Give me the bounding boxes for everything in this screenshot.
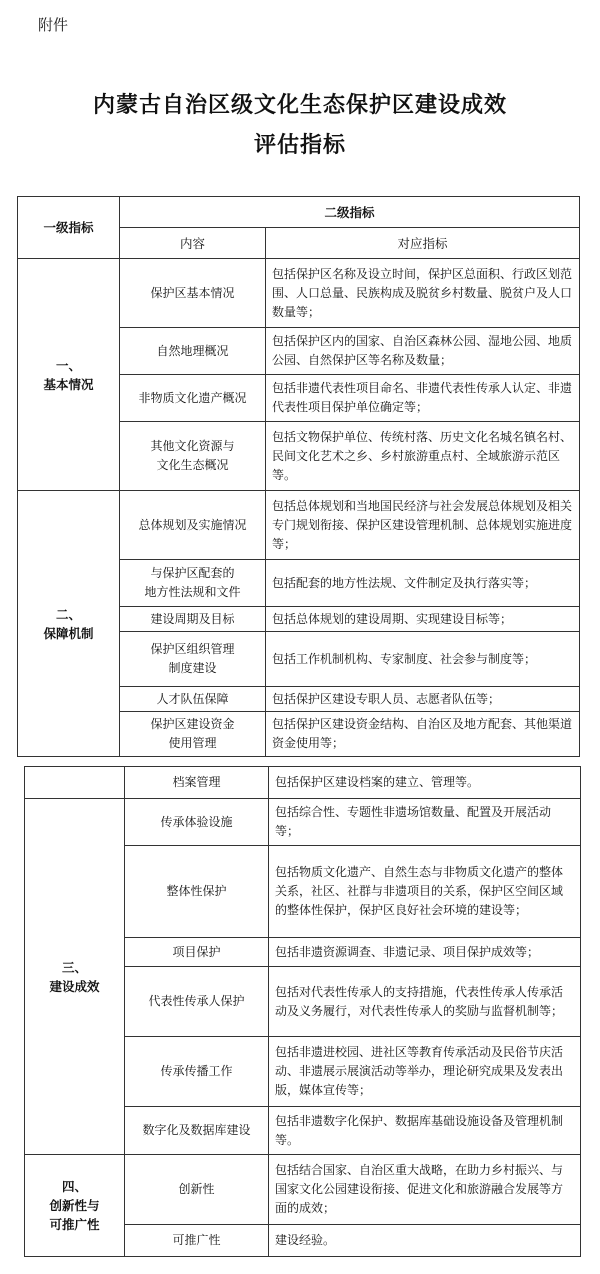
indicator-description: 包括综合性、专题性非遗场馆数量、配置及开展活动等；	[269, 799, 581, 846]
sub-indicator: 数字化及数据库建设	[125, 1107, 269, 1155]
category-label: 保障机制	[43, 625, 94, 641]
indicator-description: 包括总体规划的建设周期、实现建设目标等；	[266, 607, 580, 632]
category-label: 可推广性	[49, 1217, 100, 1232]
indicator-description: 包括物质文化遗产、自然生态与非物质文化遗产的整体关系，社区、社群与非遗项目的关系，保护区空间区域的整体性保护，保护区良好社会环境的建设等；	[269, 846, 581, 938]
indicator-description: 包括非遗代表性项目命名、非遗代表性传承人认定、非遗代表性项目保护单位确定等；	[266, 375, 580, 422]
category-guarantee	[18, 491, 120, 757]
sub-indicator: 非物质文化遗产概况	[120, 375, 266, 422]
category-label: 基本情况	[43, 376, 94, 392]
sub-indicator: 保护区基本情况	[120, 259, 266, 328]
sub-indicator: 可推广性	[125, 1225, 269, 1257]
indicator-description: 包括保护区建设档案的建立、管理等。	[269, 767, 581, 799]
category-innovation	[25, 1155, 125, 1257]
sub-indicator: 整体性保护	[125, 846, 269, 938]
indicator-description: 包括保护区名称及设立时间，保护区总面积、行政区划范围、人口总量、民族构成及脱贫乡村数量、脱贫户及人口数量等；	[266, 259, 580, 328]
header-level1: 一级指标	[18, 197, 120, 259]
category-results	[25, 799, 125, 1155]
indicator-description: 包括保护区建设专职人员、志愿者队伍等；	[266, 687, 580, 712]
sub-indicator: 总体规划及实施情况	[120, 491, 266, 560]
header-content: 内容	[120, 228, 266, 259]
indicator-description: 包括工作机制机构、专家制度、社会参与制度等；	[266, 632, 580, 687]
sub-indicator: 建设周期及目标	[120, 607, 266, 632]
category-basic	[18, 259, 120, 491]
sub-indicator: 档案管理	[125, 767, 269, 799]
category-label: 创新性与	[49, 1198, 100, 1213]
indicator-description: 包括非遗进校园、进社区等教育传承活动及民俗节庆活动、非遗展示展演活动等举办，理论研究成果及发表出版，媒体宣传等；	[269, 1037, 581, 1107]
indicator-description: 包括总体规划和当地国民经济与社会发展总体规划及相关专门规划衔接、保护区建设管理机制、总体规划实施进度等；	[266, 491, 580, 560]
indicator-description: 建设经验。	[269, 1225, 581, 1257]
category-number: 四、	[61, 1179, 87, 1194]
sub-indicator: 保护区建设资金 使用管理	[120, 712, 266, 757]
indicator-description: 包括结合国家、自治区重大战略，在助力乡村振兴、与国家文化公园建设衔接、促进文化和旅游融合发展等方面的成效；	[269, 1155, 581, 1225]
indicator-description: 包括配套的地方性法规、文件制定及执行落实等；	[266, 560, 580, 607]
document-title-line-2: 评估指标	[253, 133, 346, 158]
sub-indicator: 与保护区配套的 地方性法规和文件	[120, 560, 266, 607]
sub-indicator: 创新性	[125, 1155, 269, 1225]
indicator-table-part-2	[24, 766, 581, 1257]
header-level2: 二级指标	[120, 197, 580, 228]
indicator-description: 包括文物保护单位、传统村落、历史文化名城名镇名村、民间文化艺术之乡、乡村旅游重点村、全域旅游示范区等。	[266, 422, 580, 491]
category-number: 一、	[55, 357, 81, 373]
indicator-description: 包括保护区内的国家、自治区森林公园、湿地公园、地质公园、自然保护区等名称及数量；	[266, 328, 580, 375]
annex-label: 附件	[38, 16, 69, 34]
sub-indicator: 人才队伍保障	[120, 687, 266, 712]
sub-indicator: 项目保护	[125, 938, 269, 967]
indicator-description: 包括非遗资源调查、非遗记录、项目保护成效等；	[269, 938, 581, 967]
indicator-description: 包括对代表性传承人的支持措施，代表性传承人传承活动及义务履行，对代表性传承人的奖励与监督机制等；	[269, 967, 581, 1037]
indicator-description: 包括保护区建设资金结构、自治区及地方配套、其他渠道资金使用等；	[266, 712, 580, 757]
sub-indicator: 代表性传承人保护	[125, 967, 269, 1037]
sub-indicator: 自然地理概况	[120, 328, 266, 375]
sub-indicator: 其他文化资源与 文化生态概况	[120, 422, 266, 491]
sub-indicator: 传承体验设施	[125, 799, 269, 846]
indicator-description: 包括非遗数字化保护、数据库基础设施设备及管理机制等。	[269, 1107, 581, 1155]
category-label: 建设成效	[49, 978, 100, 994]
category-number: 三、	[61, 959, 87, 975]
category-continued	[25, 767, 125, 799]
document-title-line-1: 内蒙古自治区级文化生态保护区建设成效	[92, 93, 507, 118]
indicator-table-part-1	[17, 196, 580, 757]
sub-indicator: 传承传播工作	[125, 1037, 269, 1107]
header-indicator: 对应指标	[266, 228, 580, 259]
sub-indicator: 保护区组织管理 制度建设	[120, 632, 266, 687]
category-number: 二、	[55, 606, 81, 622]
